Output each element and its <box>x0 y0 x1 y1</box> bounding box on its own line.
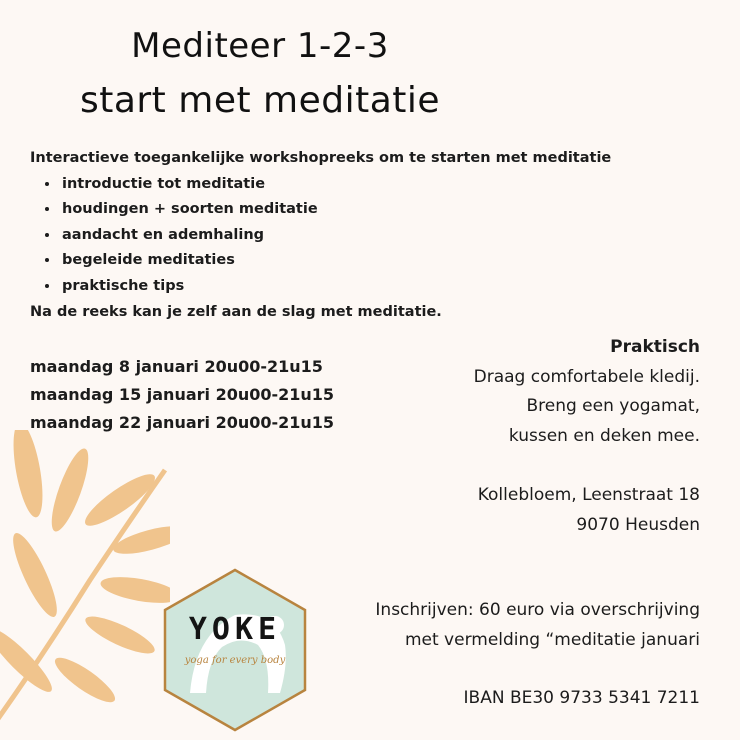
list-item: • introductie tot meditatie <box>60 172 730 198</box>
signup-line: Inschrijven: 60 euro via overschrijving <box>375 600 700 620</box>
practical-line: Breng een yogamat, <box>526 396 700 416</box>
practical-heading: Praktisch <box>610 337 700 357</box>
date-item: maandag 22 januari 20u00-21u15 <box>30 413 335 432</box>
address-city: 9070 Heusden <box>576 514 700 535</box>
list-item: • houdingen + soorten meditatie <box>60 197 730 223</box>
logo-name: YOKE <box>188 612 282 647</box>
yoke-logo <box>160 565 310 735</box>
date-list <box>30 353 334 437</box>
address-block <box>360 481 700 540</box>
practical-line: kussen en deken mee. <box>508 425 700 446</box>
iban-text: IBAN BE30 9733 5341 7211 <box>463 688 700 708</box>
practical-line: Draag comfortabele kledij. <box>473 366 700 387</box>
practical-section <box>360 333 700 451</box>
list-item: • begeleide meditaties <box>60 248 730 274</box>
leaf-branch-icon <box>0 430 170 740</box>
intro-lead: Interactieve toegankelijke workshopreeks om te starten met meditatie <box>30 150 612 166</box>
date-item: maandag 8 januari 20u00-21u15 <box>30 357 323 376</box>
intro-section <box>30 146 730 325</box>
date-item: maandag 15 januari 20u00-21u15 <box>30 385 335 404</box>
list-item: • aandacht en ademhaling <box>60 223 730 249</box>
signup-block <box>280 596 700 655</box>
topic-list <box>30 172 730 300</box>
logo-tagline: yoga for every body <box>184 655 286 666</box>
list-item: • praktische tips <box>60 274 730 300</box>
title-line-2: start met meditatie <box>79 80 441 121</box>
intro-closing: Na de reeks kan je zelf aan de slag met meditatie. <box>30 303 442 320</box>
address-street: Kollebloem, Leenstraat 18 <box>477 485 700 505</box>
title-line-1: Mediteer 1-2-3 <box>131 26 389 66</box>
signup-line: met vermelding “meditatie januari <box>404 629 700 650</box>
